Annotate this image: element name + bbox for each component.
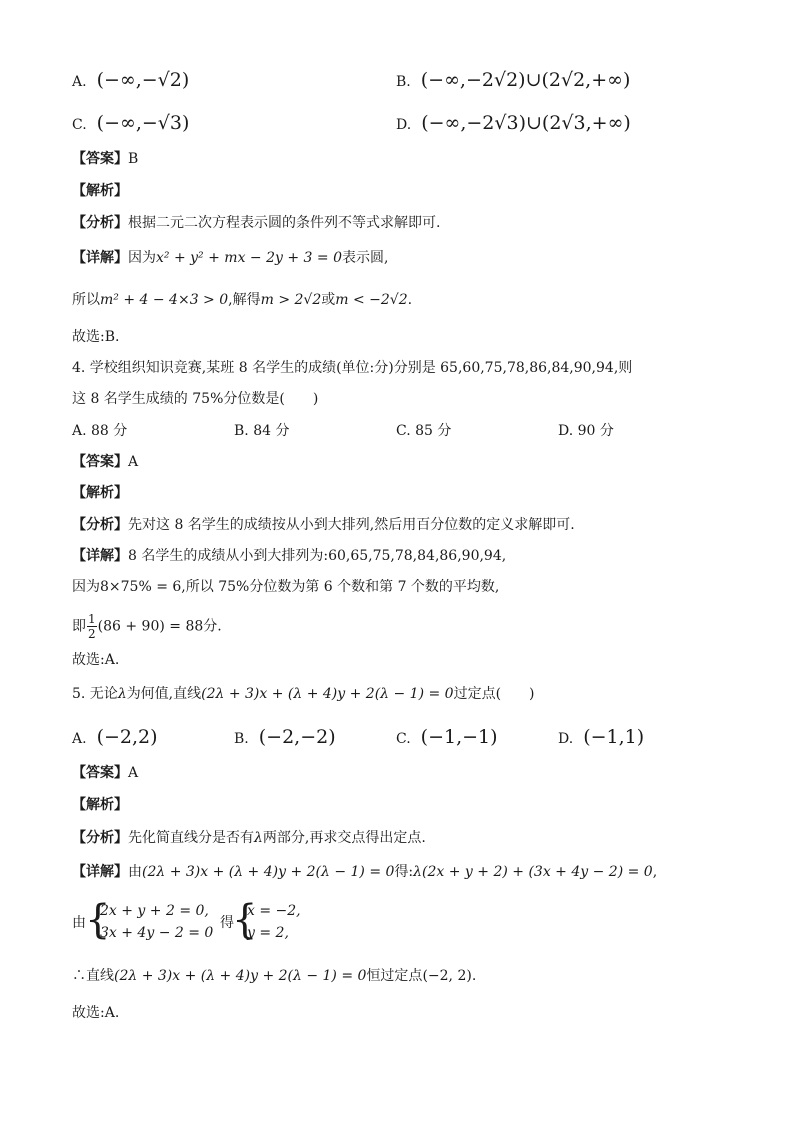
- q4-xiangjie: [72, 546, 506, 566]
- line-equation: (2λ + 3)x + (λ + 4)y + 2(λ − 1) = 0: [114, 968, 367, 984]
- left-brace-2: {: [232, 897, 258, 943]
- guxuan-text: 故选:A.: [72, 1005, 120, 1021]
- q5-option-b-letter: B.: [234, 731, 249, 747]
- xiangjie-pre: 由: [128, 864, 142, 880]
- q4-option-d: D. 90 分: [558, 423, 614, 439]
- q5-stem-mid: 为何值,直线: [126, 686, 202, 702]
- system-result-1: x = −2,: [247, 903, 301, 919]
- answer-value: B: [128, 151, 139, 167]
- q4-option-c: C. 85 分: [396, 423, 452, 439]
- line-equation: (2λ + 3)x + (λ + 4)y + 2(λ − 1) = 0: [142, 864, 395, 880]
- q5-option-d: [558, 727, 644, 749]
- q5-option-c: [396, 727, 498, 749]
- q5-stem-pre: 5. 无论: [72, 686, 118, 702]
- jiexi-tag: 【解析】: [72, 183, 128, 199]
- xiangjie-tag: 【详解】: [72, 250, 128, 266]
- q5-option-b-value: (−2,−2): [258, 726, 336, 748]
- lambda-symbol: λ: [117, 686, 127, 702]
- solve-or: 或: [321, 292, 336, 308]
- half-fraction: [87, 612, 97, 641]
- q5-conclusion: [72, 966, 476, 986]
- q5-option-a: [72, 727, 158, 749]
- q3-option-a: [72, 70, 189, 92]
- q3-option-d-value: (−∞,−2√3)∪(2√3,+∞): [421, 112, 631, 134]
- q4-answer: [72, 452, 138, 472]
- q3-option-c: [72, 113, 189, 135]
- solve-end: .: [407, 292, 413, 308]
- guxuan-text: 故选:B.: [72, 329, 120, 345]
- q3-option-b-letter: B.: [396, 74, 411, 90]
- xiangjie-text: 8 名学生的成绩从小到大排列为:60,65,75,78,84,86,90,94,: [128, 548, 507, 564]
- fraction-numerator: 1: [88, 612, 96, 626]
- answer-tag: 【答案】: [72, 454, 128, 470]
- q5-option-a-value: (−2,2): [96, 726, 158, 748]
- system-pre: 由: [72, 915, 86, 931]
- q4-option-a: A. 88 分: [72, 423, 128, 439]
- system-eq-2: 3x + 4y − 2 = 0: [100, 925, 214, 941]
- xiangjie-tag: 【详解】: [72, 864, 128, 880]
- fenxi-post: 两部分,再求交点得出定点.: [262, 830, 426, 846]
- q5-option-d-value: (−1,1): [583, 726, 645, 748]
- q3-option-a-letter: A.: [72, 74, 87, 90]
- q4-stem-line-1: [72, 358, 632, 378]
- q4-stem-2: 这 8 名学生成绩的 75%分位数是( ): [72, 391, 319, 407]
- fraction-denominator: 2: [88, 627, 96, 641]
- q3-option-b-value: (−∞,−2√2)∪(2√2,+∞): [420, 69, 631, 91]
- system-eq-1: 2x + y + 2 = 0,: [100, 903, 209, 919]
- system-result-2: y = 2,: [247, 925, 289, 941]
- fenxi-text: 根据二元二次方程表示圆的条件列不等式求解即可.: [128, 215, 441, 231]
- q4-fenxi: [72, 515, 575, 535]
- q4-guxuan: [72, 650, 119, 670]
- q5-answer: [72, 763, 138, 783]
- conclusion-mid: 恒过定点: [366, 968, 423, 984]
- guxuan-text: 故选:A.: [72, 652, 120, 668]
- fenxi-tag: 【分析】: [72, 830, 128, 846]
- q5-jiexi: [72, 795, 128, 815]
- fenxi-tag: 【分析】: [72, 215, 128, 231]
- jiexi-tag: 【解析】: [72, 797, 128, 813]
- q3-answer: [72, 149, 138, 169]
- q5-option-a-letter: A.: [72, 731, 87, 747]
- solve-pre: 所以: [72, 292, 100, 308]
- xiangjie-equation: x² + y² + mx − 2y + 3 = 0: [156, 250, 342, 266]
- q4-because-line: [72, 577, 499, 597]
- q3-option-a-value: (−∞,−√2): [96, 69, 190, 91]
- lambda-symbol: λ: [254, 830, 263, 846]
- fenxi-tag: 【分析】: [72, 517, 128, 533]
- root-1: m > 2√2: [260, 292, 322, 308]
- q3-option-d-letter: D.: [396, 117, 412, 133]
- q3-solve-line: [72, 290, 412, 310]
- q5-option-d-letter: D.: [558, 731, 574, 747]
- equation-system: [72, 898, 432, 946]
- q3-option-b: [396, 70, 630, 92]
- q3-option-c-value: (−∞,−√3): [96, 112, 190, 134]
- xiangjie-post: 表示圆,: [342, 250, 389, 266]
- because-eq: 8×75% = 6: [100, 579, 182, 595]
- q5-option-c-value: (−1,−1): [420, 726, 498, 748]
- left-brace-1: {: [85, 897, 111, 943]
- q5-fenxi: [72, 828, 426, 848]
- q5-option-b: [234, 727, 336, 749]
- discriminant: m² + 4 − 4×3 > 0: [100, 292, 229, 308]
- solve-mid: ,解得: [228, 292, 261, 308]
- system-mid: 得: [220, 915, 234, 931]
- q3-option-d: [396, 113, 631, 135]
- answer-value: A: [128, 454, 139, 470]
- because-post: ,所以 75%分位数为第 6 个数和第 7 个数的平均数,: [181, 579, 500, 595]
- q3-option-c-letter: C.: [72, 117, 87, 133]
- q3-xiangjie: [72, 248, 388, 268]
- q5-xiangjie: [72, 862, 657, 882]
- conclusion-end: .: [471, 968, 477, 984]
- q3-guxuan: [72, 327, 119, 347]
- q3-jiexi: [72, 181, 128, 201]
- xiangjie-tag: 【详解】: [72, 548, 128, 564]
- fixed-point: (−2, 2): [422, 968, 472, 984]
- answer-value: A: [128, 765, 139, 781]
- xiangjie-mid: 得:: [394, 864, 414, 880]
- answer-tag: 【答案】: [72, 151, 128, 167]
- q4-stem-line-2: [72, 389, 318, 409]
- conclusion-pre: ∴直线: [72, 968, 114, 984]
- jiexi-tag: 【解析】: [72, 485, 128, 501]
- q4-option-b: B. 84 分: [234, 423, 290, 439]
- result-eq: (86 + 90) = 88: [97, 618, 204, 635]
- root-2: m < −2√2: [335, 292, 408, 308]
- result-pre: 即: [72, 618, 86, 635]
- line-equation: (2λ + 3)x + (λ + 4)y + 2(λ − 1) = 0: [201, 686, 454, 702]
- q5-stem: [72, 684, 535, 704]
- rewritten-equation: λ(2x + y + 2) + (3x + 4y − 2) = 0: [413, 864, 653, 880]
- q4-stem-1: 4. 学校组织知识竞赛,某班 8 名学生的成绩(单位:分)分别是 65,60,75,78,86,84,90,94,则: [72, 360, 633, 376]
- q5-option-c-letter: C.: [396, 731, 411, 747]
- q5-guxuan: [72, 1003, 119, 1023]
- result-post: 分.: [203, 618, 222, 635]
- q4-result-line: [72, 612, 222, 641]
- answer-tag: 【答案】: [72, 765, 128, 781]
- because-pre: 因为: [72, 579, 100, 595]
- q5-stem-post: 过定点( ): [453, 686, 535, 702]
- fenxi-text: 先对这 8 名学生的成绩按从小到大排列,然后用百分位数的定义求解即可.: [128, 517, 575, 533]
- q4-jiexi: [72, 483, 128, 503]
- xiangjie-end: ,: [652, 864, 658, 880]
- xiangjie-pre: 因为: [128, 250, 156, 266]
- fenxi-pre: 先化简直线分是否有: [128, 830, 254, 846]
- q3-fenxi: [72, 213, 440, 233]
